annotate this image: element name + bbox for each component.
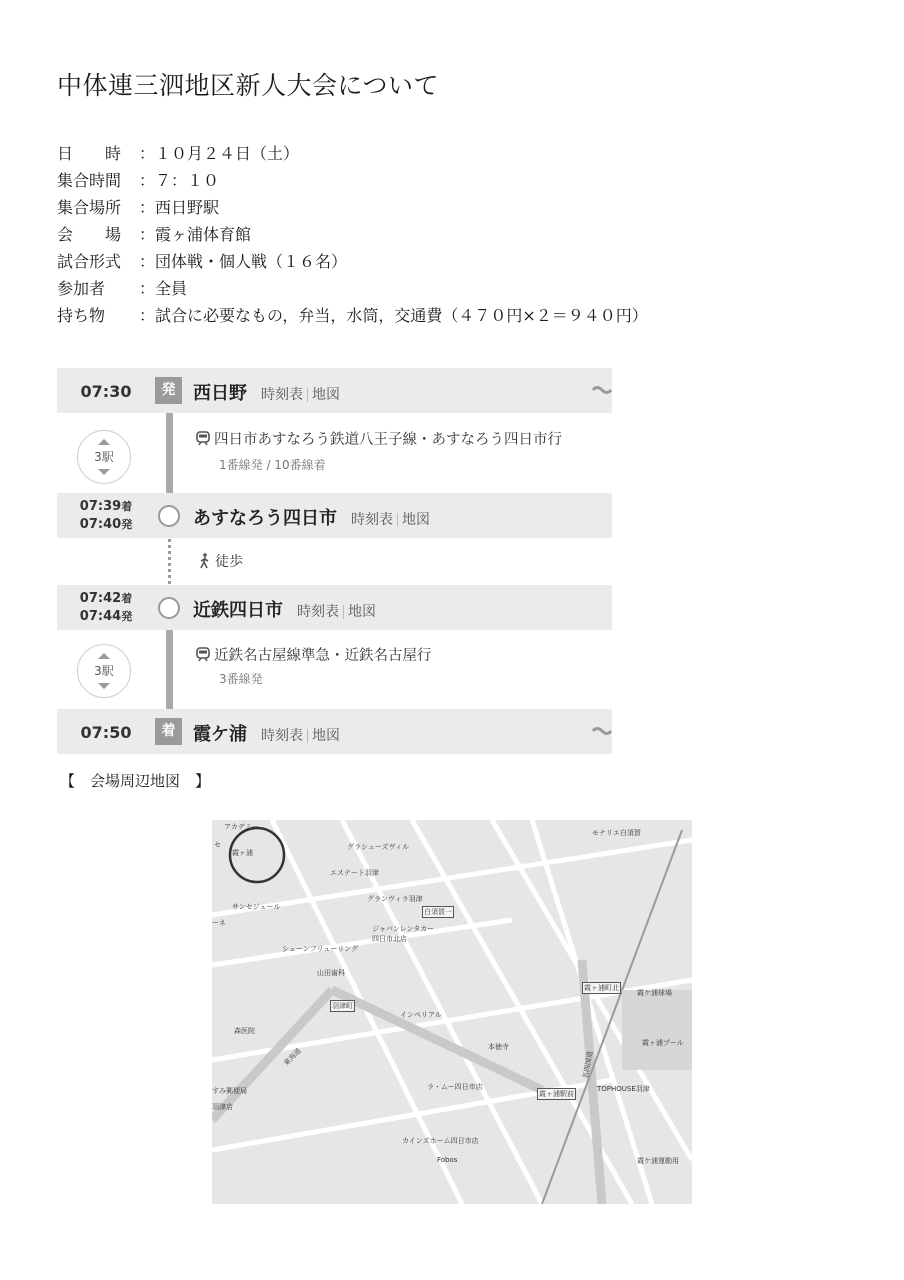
info-value: ：１０月２４日（土）: [139, 144, 300, 163]
station-name-block: [193, 379, 340, 405]
venue-area-map: [212, 820, 692, 1204]
stops-count: 3駅: [94, 664, 114, 678]
page-title: 中体連三泗地区新人大会について: [57, 71, 440, 100]
walk-label: 徒歩: [215, 554, 243, 570]
timetable-link[interactable]: 時刻表: [261, 728, 303, 744]
arrival-departure-times: [57, 498, 155, 534]
map-label: 霞ヶ浦: [232, 849, 253, 857]
map-label: 東海道: [282, 1046, 303, 1068]
info-label: 日 時: [57, 144, 122, 163]
walk-segment: [199, 551, 243, 571]
map-label: アカデミー: [224, 823, 259, 831]
arrival-time: 07:42: [79, 591, 122, 606]
map-label: ジャパンレンタカー 四日市北店: [372, 925, 435, 943]
line-info: [196, 644, 432, 665]
station-node: [158, 597, 180, 619]
expand-up-icon: [98, 439, 110, 445]
map-label: グラシューズヴィル: [347, 843, 410, 851]
event-info: [57, 140, 648, 329]
map-label: モナリエ白須賀: [592, 829, 641, 837]
map-label: 羽津店: [212, 1103, 233, 1111]
info-label: 持ち物: [57, 306, 106, 325]
station-row-start: [57, 368, 612, 413]
map-label: シェーンフリューリング: [282, 945, 359, 953]
station-row-end: [57, 709, 612, 754]
info-label: 会 場: [57, 225, 122, 244]
stops-count: 3駅: [94, 450, 114, 464]
station-name-block: [193, 504, 430, 530]
map-label: 本徳寺: [488, 1043, 509, 1051]
departure-suffix: 発: [121, 518, 133, 531]
map-link[interactable]: 地図: [348, 604, 376, 620]
platform-info: 1番線発 / 10番線着: [219, 458, 326, 472]
station-row-transfer: [57, 585, 612, 630]
info-label: 試合形式: [57, 252, 122, 271]
map-label: Fobos: [437, 1156, 458, 1164]
expand-down-icon: [98, 469, 110, 475]
map-label: 山田歯科: [317, 969, 345, 977]
departure-badge: 発: [155, 377, 182, 404]
departure-time: 07:30: [80, 382, 132, 401]
map-label: ーネ: [212, 919, 226, 927]
map-label: 霞ヶ浦プール: [642, 1039, 684, 1047]
arrival-departure-times: [57, 590, 155, 626]
map-roads: [212, 820, 692, 1204]
map-heading: 【 会場周辺地図 】: [60, 772, 211, 790]
route-map-icon[interactable]: [592, 384, 612, 396]
info-label: 集合場所: [57, 198, 122, 217]
arrival-suffix: 着: [121, 592, 133, 605]
expand-up-icon: [98, 653, 110, 659]
map-link[interactable]: 地図: [312, 387, 340, 403]
stops-count-badge[interactable]: [77, 430, 131, 484]
route-panel: [57, 368, 612, 754]
map-label: 霞ヶ浦駅前: [539, 1090, 574, 1098]
map-label: 白須賀一: [424, 908, 452, 916]
info-value: ：７：１０: [139, 171, 220, 190]
station-name[interactable]: 西日野: [193, 383, 247, 404]
walk-icon: [199, 553, 211, 569]
station-row-transfer: [57, 493, 612, 538]
map-label: 霞ヶ浦町北: [584, 984, 619, 992]
expand-down-icon: [98, 683, 110, 689]
arrival-badge: 着: [155, 718, 182, 745]
info-value: ：試合に必要なもの，弁当，水筒，交通費（４７０円×２＝９４０円）: [139, 306, 648, 325]
map-label: 羽津町: [332, 1002, 353, 1010]
line-info: [196, 428, 562, 449]
platform-info: 3番線発: [219, 672, 263, 686]
departure-suffix: 発: [121, 610, 133, 623]
stops-count-badge[interactable]: [77, 644, 131, 698]
info-value: ：全員: [139, 279, 188, 298]
timetable-link[interactable]: 時刻表: [351, 512, 393, 528]
info-row-venue: [57, 221, 648, 248]
map-label: カインズホーム四日市店: [402, 1137, 479, 1145]
info-row-meeting-place: [57, 194, 648, 221]
map-label: ラ・ムー四日市店: [427, 1083, 483, 1091]
station-name[interactable]: あすなろう四日市: [193, 508, 337, 529]
info-value: ：団体戦・個人戦（１６名）: [139, 252, 348, 271]
map-link[interactable]: 地図: [312, 728, 340, 744]
timetable-link[interactable]: 時刻表: [261, 387, 303, 403]
station-name[interactable]: 近鉄四日市: [193, 600, 283, 621]
departure-time: 07:40: [79, 517, 122, 532]
station-name[interactable]: 霞ケ浦: [193, 724, 247, 745]
station-name-block: [193, 720, 340, 746]
map-label: 霞ケ浦球場: [637, 989, 672, 997]
map-label: 名四国道: [581, 1050, 595, 1080]
map-label: TOPHOUSE羽津: [597, 1085, 650, 1093]
station-node: [158, 505, 180, 527]
map-label: グランヴィラ羽津: [367, 895, 423, 903]
departure-time: 07:44: [79, 609, 122, 624]
line-name: 四日市あすなろう鉄道八王子線・あすなろう四日市行: [214, 432, 562, 448]
info-row-meeting-time: [57, 167, 648, 194]
map-label: セ: [214, 841, 221, 849]
map-label: エステート羽津: [330, 869, 379, 877]
timetable-link[interactable]: 時刻表: [297, 604, 339, 620]
station-name-block: [193, 596, 376, 622]
info-row-format: [57, 248, 648, 275]
info-value: ：霞ヶ浦体育館: [139, 225, 252, 244]
info-label: 集合時間: [57, 171, 122, 190]
info-row-date: [57, 140, 648, 167]
train-icon: [196, 647, 210, 662]
map-label: 森医院: [234, 1027, 255, 1035]
info-row-participants: [57, 275, 648, 302]
info-row-belongings: [57, 302, 648, 329]
arrival-time: 07:50: [80, 723, 132, 742]
arrival-suffix: 着: [121, 500, 133, 513]
route-map-icon[interactable]: [592, 725, 612, 737]
map-link[interactable]: 地図: [402, 512, 430, 528]
arrival-time: 07:39: [79, 499, 122, 514]
train-icon: [196, 431, 210, 446]
map-label: サンセジュール: [232, 903, 281, 911]
info-value: ：西日野駅: [139, 198, 220, 217]
map-label: インペリアル: [400, 1011, 442, 1019]
info-label: 参加者: [57, 279, 106, 298]
map-label: すみ郵便局: [212, 1087, 247, 1095]
line-name: 近鉄名古屋線準急・近鉄名古屋行: [214, 648, 432, 664]
map-label: 霞ケ浦運動用: [637, 1157, 679, 1165]
